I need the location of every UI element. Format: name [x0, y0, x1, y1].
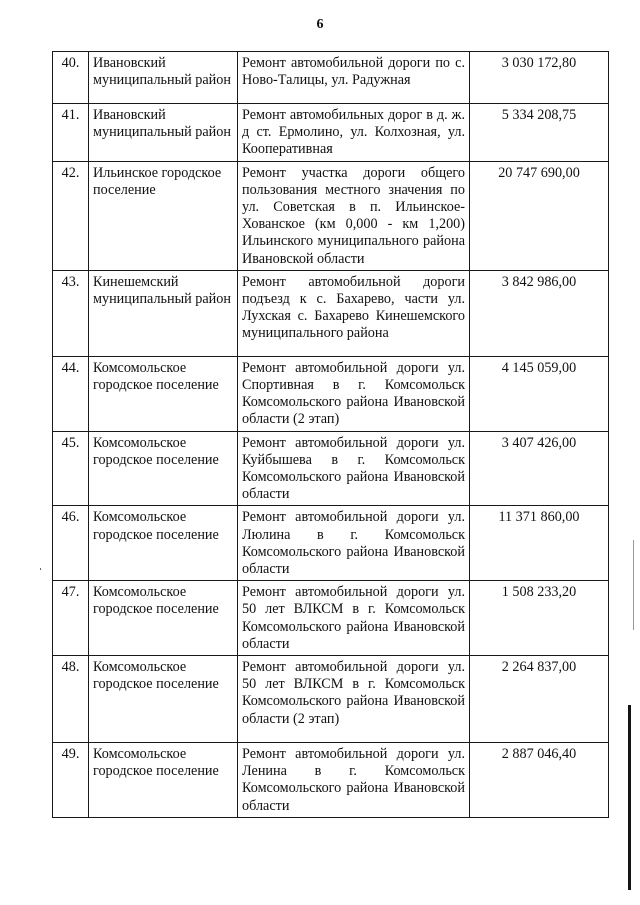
scan-speck [40, 568, 41, 570]
funding-amount: 3 030 172,80 [470, 52, 609, 104]
funding-amount: 5 334 208,75 [470, 104, 609, 162]
project-description: Ремонт автомобильных дорог в д. ж. д ст. Ермолино, ул. Колхозная, ул. Кооперативная [238, 104, 470, 162]
table-row [53, 656, 609, 743]
table-row [53, 506, 609, 581]
table-row [53, 431, 609, 506]
row-number: 43. [53, 270, 89, 356]
funding-amount: 2 264 837,00 [470, 656, 609, 743]
funding-amount: 4 145 059,00 [470, 356, 609, 431]
project-description: Ремонт автомобильной дороги ул. Ленина в г. Комсомольск Комсомольского района Ивановской области [238, 743, 470, 818]
project-description: Ремонт автомобильной дороги по с. Ново-Талицы, ул. Радужная [238, 52, 470, 104]
municipality-name: Ильинское городское поселение [89, 161, 238, 270]
page-number: 6 [316, 17, 324, 32]
table-row [53, 161, 609, 270]
road-repair-funding-table [52, 51, 609, 818]
funding-amount: 11 371 860,00 [470, 506, 609, 581]
municipality-name: Комсомольское городское поселение [89, 743, 238, 818]
row-number: 41. [53, 104, 89, 162]
municipality-name: Ивановский муниципальный район [89, 104, 238, 162]
table-row [53, 52, 609, 104]
scan-edge-line [633, 540, 634, 630]
funding-amount: 20 747 690,00 [470, 161, 609, 270]
project-description: Ремонт автомобильной дороги ул. 50 лет ВЛКСМ в г. Комсомольск Комсомольского района Ивановской области [238, 581, 470, 656]
row-number: 48. [53, 656, 89, 743]
funding-amount: 3 842 986,00 [470, 270, 609, 356]
table-row [53, 356, 609, 431]
row-number: 40. [53, 52, 89, 104]
row-number: 49. [53, 743, 89, 818]
municipality-name: Ивановский муниципальный район [89, 52, 238, 104]
municipality-name: Комсомольское городское поселение [89, 506, 238, 581]
municipality-name: Комсомольское городское поселение [89, 356, 238, 431]
row-number: 45. [53, 431, 89, 506]
project-description: Ремонт участка дороги общего пользования местного значения по ул. Советская в п. Ильинское-Хованское (км 0,000 - км 1,200) Ильинского муниципального района Ивановской области [238, 161, 470, 270]
row-number: 47. [53, 581, 89, 656]
row-number: 44. [53, 356, 89, 431]
funding-amount: 1 508 233,20 [470, 581, 609, 656]
municipality-name: Кинешемский муниципальный район [89, 270, 238, 356]
municipality-name: Комсомольское городское поселение [89, 581, 238, 656]
municipality-name: Комсомольское городское поселение [89, 656, 238, 743]
project-description: Ремонт автомобильной дороги ул. Куйбышева в г. Комсомольск Комсомольского района Ивановской области [238, 431, 470, 506]
table-row [53, 104, 609, 162]
funding-amount: 3 407 426,00 [470, 431, 609, 506]
project-description: Ремонт автомобильной дороги ул. Спортивная в г. Комсомольск Комсомольского района Ивановской области (2 этап) [238, 356, 470, 431]
municipality-name: Комсомольское городское поселение [89, 431, 238, 506]
scan-edge-shadow [628, 705, 631, 890]
table-row [53, 270, 609, 356]
table-row [53, 743, 609, 818]
funding-amount: 2 887 046,40 [470, 743, 609, 818]
table-row [53, 581, 609, 656]
row-number: 42. [53, 161, 89, 270]
project-description: Ремонт автомобильной дороги ул. Люлина в г. Комсомольск Комсомольского района Ивановской области [238, 506, 470, 581]
row-number: 46. [53, 506, 89, 581]
project-description: Ремонт автомобильной дороги подъезд к с. Бахарево, части ул. Лухская с. Бахарево Кинешемского муниципального района [238, 270, 470, 356]
project-description: Ремонт автомобильной дороги ул. 50 лет ВЛКСМ в г. Комсомольск Комсомольского района Ивановской области (2 этап) [238, 656, 470, 743]
